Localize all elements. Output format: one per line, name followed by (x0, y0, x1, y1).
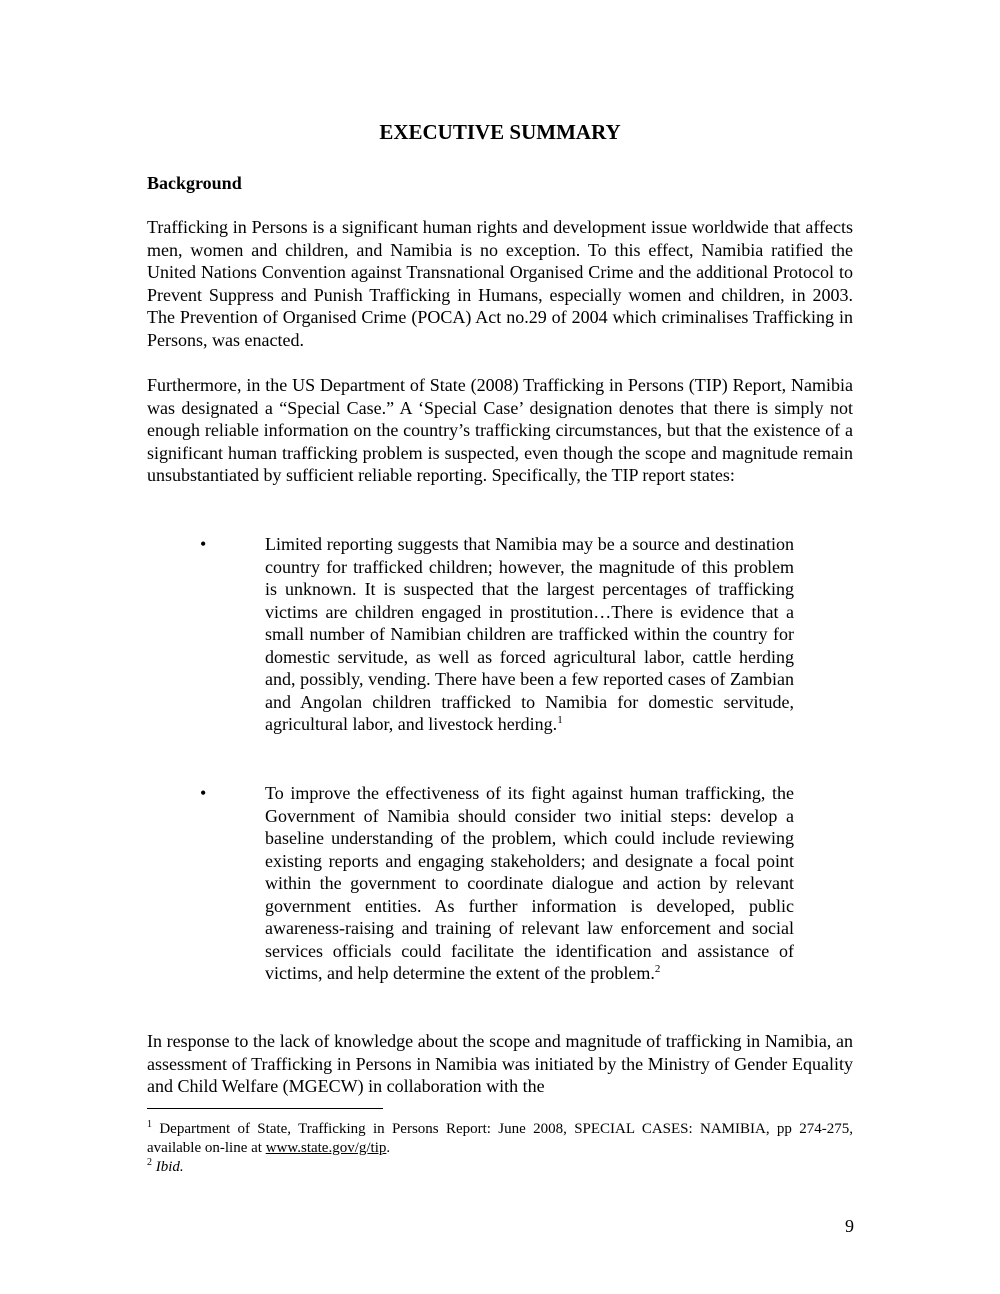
paragraph-response: In response to the lack of knowledge about the scope and magnitude of trafficking in Namibia, an assessment of Trafficking in Persons in Namibia was initiated by the Ministry of Gender Equality and Child Welfare (MGECW) in collaboration with the (147, 1031, 853, 1096)
page-title: EXECUTIVE SUMMARY (379, 120, 621, 144)
section-heading: Background (147, 173, 242, 193)
footnote-1 (147, 1120, 853, 1158)
paragraph-special-case: Furthermore, in the US Department of State (2008) Trafficking in Persons (TIP) Report, Namibia was designated a “Special Case.” A ‘Special Case’ designation denotes that there is simply not enough reliable information on the country’s trafficking circumstances, but that the existence of a significant human trafficking problem is suspected, even though the scope and magnitude remain unsubstantiated by sufficient reliable reporting. Specifically, the TIP report states: (147, 375, 853, 485)
footnote-number: 2 (147, 1157, 152, 1168)
bullet-icon: • (200, 783, 207, 803)
bullet-text-body: Limited reporting suggests that Namibia may be a source and destination country for trafficked children; however, the magnitude of this problem is unknown. It is suspected that the largest percentages of trafficking victims are children engaged in prostitution…There is evidence that a small number of Namibian children are trafficked within the country for domestic servitude, as well as forced agricultural labor, cattle herding and, possibly, vending. There have been a few reported cases of Zambian and Angolan children trafficked to Namibia for domestic servitude, agricultural labor, and livestock herding. (265, 534, 794, 734)
bullet-icon: • (200, 534, 207, 554)
footnote-divider (147, 1108, 383, 1109)
footnote-link[interactable]: www.state.gov/g/tip (265, 1140, 387, 1156)
footnote-text: Ibid. (155, 1159, 184, 1175)
footnote-text: Department of State, Trafficking in Persons Report: June 2008, SPECIAL CASES: NAMIBIA, pp 274-275, available on-line at (147, 1121, 854, 1156)
footnote-reference[interactable]: 1 (557, 714, 563, 726)
footnote-number: 1 (147, 1119, 152, 1130)
footnote-reference[interactable]: 2 (654, 963, 661, 975)
footnote-2 (147, 1158, 853, 1177)
footnote-trailing: . (386, 1140, 391, 1156)
bullet-text (265, 533, 794, 736)
paragraph-intro: Trafficking in Persons is a significant human rights and development issue worldwide that affects men, women and children, and Namibia is no exception. To this effect, Namibia ratified the United Nations Convention against Transnational Organised Crime and the additional Protocol to Prevent Suppress and Punish Trafficking in Humans, especially women and children, in 2003. The Prevention of Organised Crime (POCA) Act no.29 of 2004 which criminalises Trafficking in Persons, was enacted. (147, 217, 853, 350)
bullet-text-body: To improve the effectiveness of its fight against human trafficking, the Government of Namibia should consider two initial steps: develop a baseline understanding of the problem, which could include reviewing existing reports and engaging stakeholders; and designate a focal point within the government to coordinate dialogue and action by relevant government entities. As further information is developed, public awareness-raising and training of relevant law enforcement and social services officials could facilitate the identification and assistance of victims, and help determine the extent of the problem. (265, 783, 794, 983)
page-number: 9 (845, 1216, 854, 1236)
bullet-text (265, 782, 794, 985)
